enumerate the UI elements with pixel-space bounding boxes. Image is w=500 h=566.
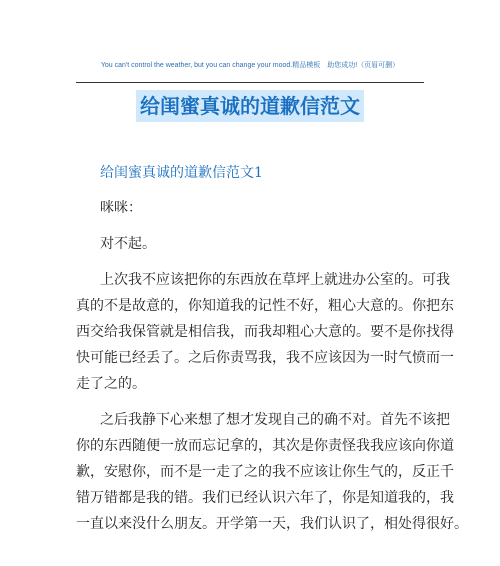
page-header-text: You can't control the weather, but you can change your mood.精品模板 助您成功!（页眉可删） (100, 62, 400, 69)
paragraph1-line-2: 真的不是故意的，你知道我的记性不好，粗心大意的。你把东 (76, 298, 454, 314)
document-title-wrapper (0, 90, 500, 122)
paragraph1-line-3: 西交给我保管就是相信我，而我却粗心大意的。要不是你找得 (76, 324, 454, 340)
paragraph2-line-3: 歉，安慰你，而不是一走了之的我不应该让你生气的，反正千 (76, 464, 454, 480)
document-title: 给闺蜜真诚的道歉信范文 (136, 90, 364, 122)
greeting-line: 咪咪： (100, 200, 142, 216)
header-divider (76, 82, 424, 83)
paragraph2-line-2: 你的东西随便一放而忘记拿的，其次是你责怪我我应该向你道 (76, 438, 454, 454)
paragraph2-line-5: 一直以来没什么朋友。开学第一天，我们认识了，相处得很好。 (76, 516, 468, 532)
paragraph2-line-1: 之后我静下心来想了想才发现自己的确不对。首先不该把 (100, 412, 450, 428)
paragraph1-line-5: 走了之的。 (76, 376, 146, 392)
paragraph2-line-4: 错万错都是我的错。我们已经认识六年了，你是知道我的，我 (76, 490, 454, 506)
apology-line: 对不起。 (100, 236, 156, 252)
paragraph1-line-1: 上次我不应该把你的东西放在草坪上就进办公室的。可我 (100, 272, 450, 288)
paragraph1-line-4: 快可能已经丢了。之后你责骂我，我不应该因为一时气愤而一 (76, 350, 454, 366)
section-heading: 给闺蜜真诚的道歉信范文1 (100, 165, 263, 181)
